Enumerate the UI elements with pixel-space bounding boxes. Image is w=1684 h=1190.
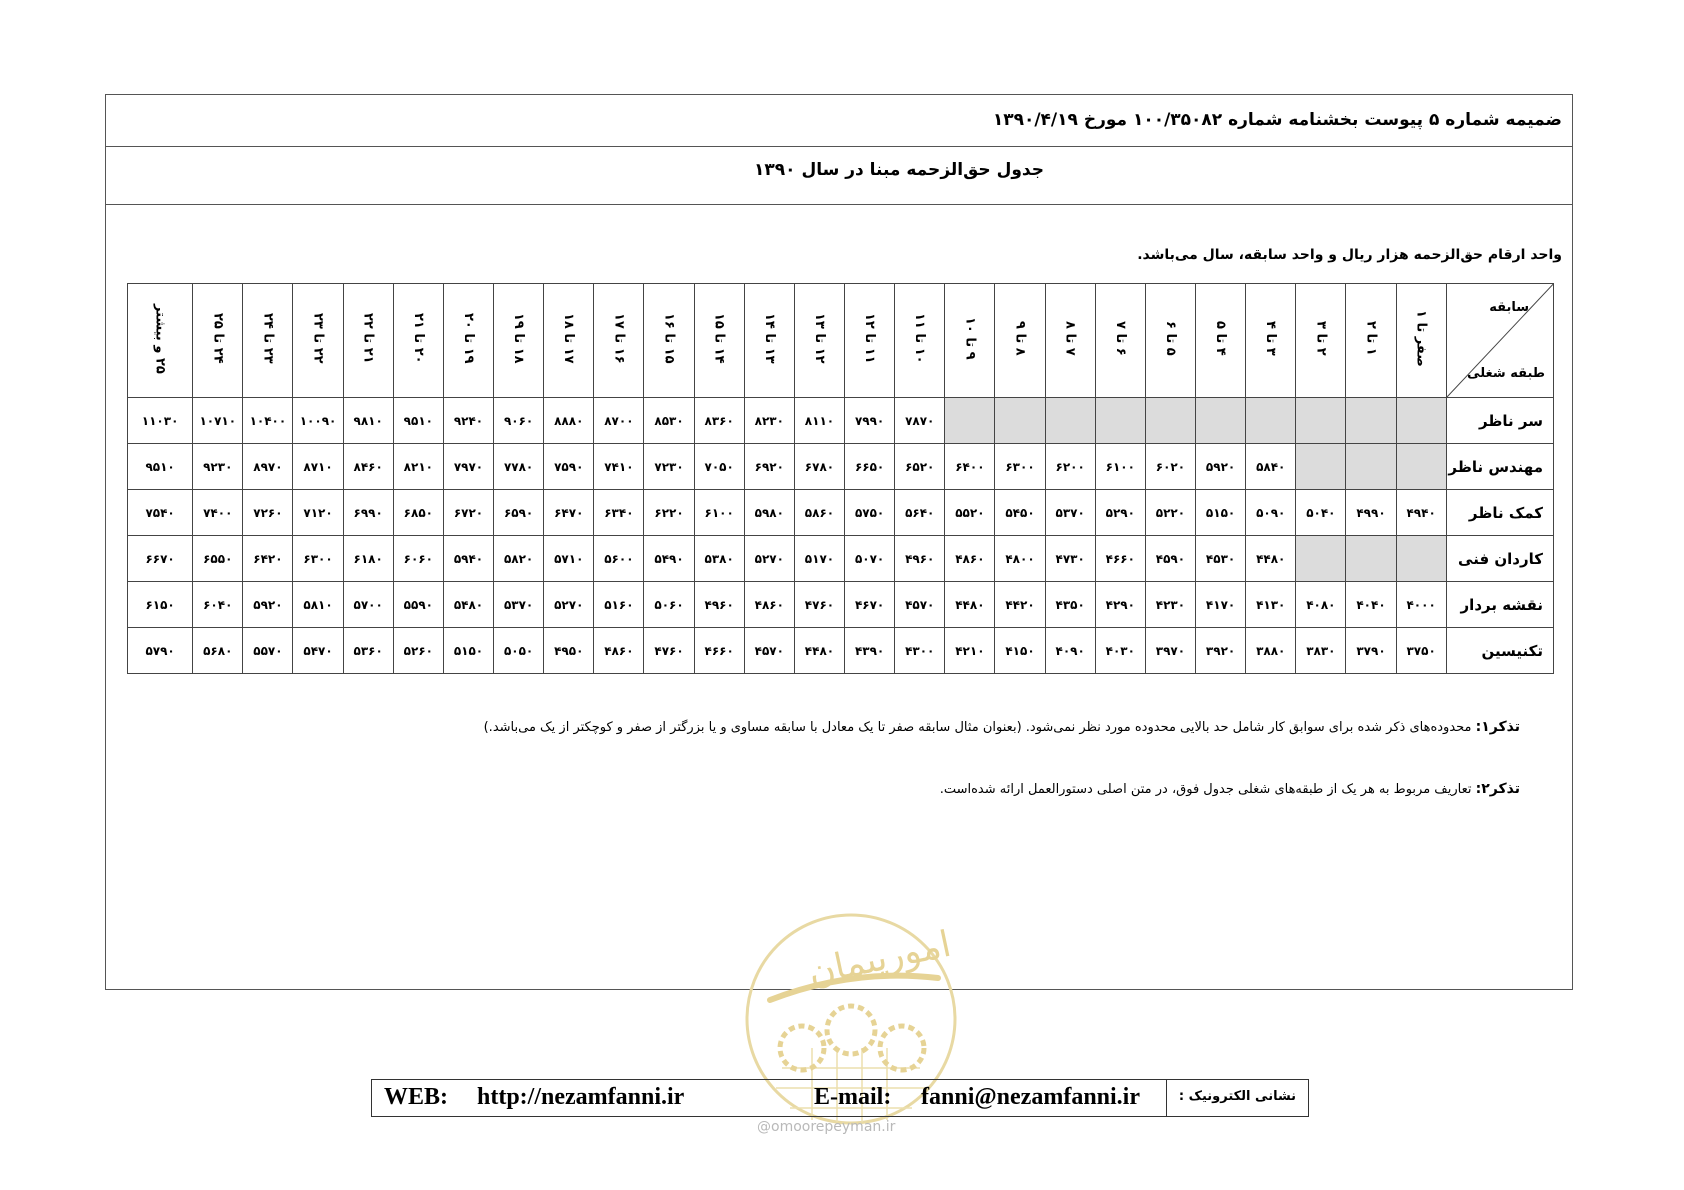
empty-cell (1346, 398, 1396, 444)
empty-cell (1045, 398, 1095, 444)
table-row (128, 490, 1554, 536)
experience-range-label: ۱ تا ۲ (1363, 321, 1379, 356)
fee-cell: ۷۵۴۰ (128, 490, 193, 536)
fee-cell: ۴۱۷۰ (1196, 582, 1246, 628)
fee-cell: ۵۰۵۰ (494, 628, 544, 674)
fee-cell: ۶۱۰۰ (1095, 444, 1145, 490)
fee-cell: ۵۳۷۰ (1045, 490, 1095, 536)
fee-cell: ۹۲۳۰ (193, 444, 243, 490)
experience-range-header (494, 284, 544, 398)
fee-cell: ۵۱۷۰ (794, 536, 844, 582)
table-row (128, 444, 1554, 490)
empty-cell (1145, 398, 1195, 444)
fee-cell: ۷۴۱۰ (594, 444, 644, 490)
fee-cell: ۵۴۷۰ (293, 628, 343, 674)
fee-cell: ۴۰۳۰ (1095, 628, 1145, 674)
fee-cell: ۸۲۱۰ (393, 444, 443, 490)
fee-cell: ۳۸۸۰ (1246, 628, 1296, 674)
fee-cell: ۶۶۷۰ (128, 536, 193, 582)
fee-cell: ۵۲۲۰ (1145, 490, 1195, 536)
table-row (128, 582, 1554, 628)
fee-cell: ۵۶۸۰ (193, 628, 243, 674)
fee-cell: ۷۲۳۰ (644, 444, 694, 490)
experience-range-label: ۷ تا ۸ (1062, 321, 1078, 356)
empty-cell (1396, 398, 1446, 444)
fee-cell: ۷۴۰۰ (193, 490, 243, 536)
empty-cell (1296, 536, 1346, 582)
fee-cell: ۶۵۲۰ (895, 444, 945, 490)
experience-range-header (128, 284, 193, 398)
fee-cell: ۶۶۵۰ (845, 444, 895, 490)
experience-range-header (1296, 284, 1346, 398)
empty-cell (1346, 536, 1396, 582)
fee-cell: ۵۰۴۰ (1296, 490, 1346, 536)
fee-cell: ۵۳۶۰ (343, 628, 393, 674)
fee-cell: ۵۰۹۰ (1246, 490, 1296, 536)
experience-range-label: ۱۲ تا ۱۳ (811, 313, 827, 364)
fee-cell: ۴۵۹۰ (1145, 536, 1195, 582)
fee-cell: ۷۰۵۰ (694, 444, 744, 490)
fee-cell: ۹۵۱۰ (128, 444, 193, 490)
fee-cell: ۹۵۱۰ (393, 398, 443, 444)
fee-cell: ۴۹۹۰ (1346, 490, 1396, 536)
fee-cell: ۴۷۶۰ (794, 582, 844, 628)
fee-cell: ۴۸۰۰ (995, 536, 1045, 582)
empty-cell (1095, 398, 1145, 444)
fee-cell: ۶۸۵۰ (393, 490, 443, 536)
experience-header-label: سابقه (1489, 300, 1529, 315)
fee-cell: ۴۸۶۰ (744, 582, 794, 628)
fee-cell: ۵۱۵۰ (1196, 490, 1246, 536)
experience-range-header (945, 284, 995, 398)
fee-cell: ۷۷۸۰ (494, 444, 544, 490)
experience-range-header (1246, 284, 1296, 398)
experience-range-label: ۱۵ تا ۱۶ (661, 313, 677, 364)
experience-range-header (293, 284, 343, 398)
experience-range-header (443, 284, 493, 398)
experience-range-label: ۹ تا ۱۰ (962, 317, 978, 360)
fee-cell: ۴۰۰۰ (1396, 582, 1446, 628)
contact-box (371, 1079, 1309, 1117)
note-1-text: محدوده‌های ذکر شده برای سوابق کار شامل حد بالایی محدوده مورد نظر نمی‌شود. (بعنوان مثال سابقه صفر تا یک معادل با سابقه مساوی و یا بزرگتر از صفر و کوچکتر از یک می‌باشد.) (483, 720, 1476, 735)
fee-cell: ۶۹۹۰ (343, 490, 393, 536)
fee-cell: ۷۹۹۰ (845, 398, 895, 444)
fee-cell: ۱۰۴۰۰ (243, 398, 293, 444)
empty-cell (1396, 536, 1446, 582)
fee-cell: ۳۷۹۰ (1346, 628, 1396, 674)
fee-cell: ۸۹۷۰ (243, 444, 293, 490)
fee-cell: ۴۷۶۰ (644, 628, 694, 674)
experience-range-header (193, 284, 243, 398)
fee-cell: ۵۵۹۰ (393, 582, 443, 628)
experience-range-header (744, 284, 794, 398)
fee-cell: ۵۲۹۰ (1095, 490, 1145, 536)
fee-cell: ۴۹۵۰ (544, 628, 594, 674)
table-row (128, 536, 1554, 582)
empty-cell (1346, 444, 1396, 490)
note-1-label: تذکر۱: (1475, 719, 1520, 735)
fee-cell: ۴۷۳۰ (1045, 536, 1095, 582)
fee-cell: ۵۰۶۰ (644, 582, 694, 628)
fee-cell: ۵۰۷۰ (845, 536, 895, 582)
fee-cell: ۸۷۱۰ (293, 444, 343, 490)
fee-cell: ۴۵۷۰ (895, 582, 945, 628)
footer-watermark-text: @omoorepeyman.ir (757, 1119, 896, 1135)
experience-range-header (995, 284, 1045, 398)
fee-cell: ۴۰۸۰ (1296, 582, 1346, 628)
fee-cell: ۱۱۰۳۰ (128, 398, 193, 444)
fee-cell: ۴۴۸۰ (1246, 536, 1296, 582)
fee-cell: ۶۴۰۰ (945, 444, 995, 490)
fee-cell: ۶۵۹۰ (494, 490, 544, 536)
experience-range-header (343, 284, 393, 398)
fee-cell: ۴۸۶۰ (945, 536, 995, 582)
fee-cell: ۵۷۵۰ (845, 490, 895, 536)
fee-cell: ۷۲۶۰ (243, 490, 293, 536)
fee-cell: ۶۷۸۰ (794, 444, 844, 490)
experience-range-label: صفر تا ۱ (1413, 310, 1429, 367)
fee-cell: ۴۸۶۰ (594, 628, 644, 674)
fee-cell: ۱۰۰۹۰ (293, 398, 343, 444)
empty-cell (1196, 398, 1246, 444)
fee-cell: ۵۲۷۰ (544, 582, 594, 628)
experience-range-label: ۲ تا ۳ (1313, 321, 1329, 356)
experience-range-header (1045, 284, 1095, 398)
experience-range-label: ۲۳ تا ۲۴ (260, 313, 276, 364)
fee-cell: ۳۹۲۰ (1196, 628, 1246, 674)
unit-note: واحد ارقام حق‌الزحمه هزار ریال و واحد سابقه، سال می‌باشد. (1137, 247, 1562, 263)
fee-cell: ۵۱۵۰ (443, 628, 493, 674)
email-link[interactable]: fanni@nezamfanni.ir (921, 1084, 1140, 1110)
fee-cell: ۶۱۰۰ (694, 490, 744, 536)
fee-cell: ۴۴۸۰ (794, 628, 844, 674)
experience-range-header (243, 284, 293, 398)
fee-cell: ۴۵۳۰ (1196, 536, 1246, 582)
experience-range-header (694, 284, 744, 398)
fee-cell: ۵۸۱۰ (293, 582, 343, 628)
fee-cell: ۵۶۰۰ (594, 536, 644, 582)
document-header-title: ضمیمه شماره ۵ پیوست بخشنامه شماره ۱۰۰/۳۵۰۸۲ مورخ ۱۳۹۰/۴/۱۹ (106, 95, 1572, 147)
experience-range-label: ۵ تا ۶ (1162, 321, 1178, 356)
empty-cell (1296, 444, 1346, 490)
experience-range-header (1396, 284, 1446, 398)
fee-cell: ۴۲۳۰ (1145, 582, 1195, 628)
experience-range-header (644, 284, 694, 398)
email-label: E-mail: (814, 1084, 892, 1110)
fee-cell: ۵۶۴۰ (895, 490, 945, 536)
experience-range-label: ۱۰ تا ۱۱ (912, 313, 928, 364)
fee-cell: ۵۹۲۰ (243, 582, 293, 628)
job-class-label: کمک ناظر (1446, 490, 1553, 536)
experience-range-header (393, 284, 443, 398)
fee-cell: ۵۵۲۰ (945, 490, 995, 536)
experience-range-label: ۴ تا ۵ (1213, 321, 1229, 356)
note-1 (484, 719, 1520, 735)
fee-cell: ۶۰۲۰ (1145, 444, 1195, 490)
fee-cell: ۵۷۱۰ (544, 536, 594, 582)
fee-cell: ۶۰۴۰ (193, 582, 243, 628)
experience-range-label: ۱۱ تا ۱۲ (862, 313, 878, 364)
job-class-header-label: طبقه شغلی (1467, 366, 1545, 381)
fee-cell: ۴۶۶۰ (694, 628, 744, 674)
job-class-label: نقشه بردار (1446, 582, 1553, 628)
fee-cell: ۴۴۸۰ (945, 582, 995, 628)
table-header-row (128, 284, 1554, 398)
fee-cell: ۷۵۹۰ (544, 444, 594, 490)
fee-cell: ۵۹۴۰ (443, 536, 493, 582)
fee-cell: ۹۸۱۰ (343, 398, 393, 444)
fee-cell: ۵۷۹۰ (128, 628, 193, 674)
fee-cell: ۶۲۰۰ (1045, 444, 1095, 490)
empty-cell (945, 398, 995, 444)
fee-cell: ۴۲۱۰ (945, 628, 995, 674)
experience-range-label: ۳ تا ۴ (1263, 321, 1279, 356)
fee-cell: ۵۴۹۰ (644, 536, 694, 582)
fee-cell: ۶۱۸۰ (343, 536, 393, 582)
job-class-label: کاردان فنی (1446, 536, 1553, 582)
fee-cell: ۶۵۵۰ (193, 536, 243, 582)
fee-cell: ۵۳۷۰ (494, 582, 544, 628)
empty-cell (1296, 398, 1346, 444)
note-2 (940, 781, 1520, 797)
fee-cell: ۸۱۱۰ (794, 398, 844, 444)
fee-cell: ۴۹۶۰ (694, 582, 744, 628)
table-title: جدول حق‌الزحمه مبنا در سال ۱۳۹۰ (106, 147, 1572, 205)
fee-rates-table (127, 283, 1554, 674)
fee-cell: ۸۴۶۰ (343, 444, 393, 490)
fee-cell: ۵۷۰۰ (343, 582, 393, 628)
fee-cell: ۳۸۳۰ (1296, 628, 1346, 674)
fee-cell: ۴۳۵۰ (1045, 582, 1095, 628)
fee-cell: ۴۳۹۰ (845, 628, 895, 674)
fee-cell: ۸۵۳۰ (644, 398, 694, 444)
fee-cell: ۴۲۹۰ (1095, 582, 1145, 628)
fee-cell: ۵۱۶۰ (594, 582, 644, 628)
fee-cell: ۷۸۷۰ (895, 398, 945, 444)
fee-cell: ۵۳۸۰ (694, 536, 744, 582)
fee-cell: ۶۲۲۰ (644, 490, 694, 536)
fee-cell: ۵۵۷۰ (243, 628, 293, 674)
fee-cell: ۴۱۵۰ (995, 628, 1045, 674)
fee-cell: ۶۴۷۰ (544, 490, 594, 536)
job-class-label: تکنیسین (1446, 628, 1553, 674)
fee-cell: ۴۰۹۰ (1045, 628, 1095, 674)
experience-range-label: ۲۱ تا ۲۲ (360, 313, 376, 364)
fee-cell: ۵۴۸۰ (443, 582, 493, 628)
web-url-link[interactable]: http://nezamfanni.ir (477, 1084, 685, 1110)
fee-cell: ۵۸۴۰ (1246, 444, 1296, 490)
fee-cell: ۳۷۵۰ (1396, 628, 1446, 674)
experience-range-label: ۲۰ تا ۲۱ (410, 313, 426, 364)
fee-cell: ۹۰۶۰ (494, 398, 544, 444)
fee-cell: ۵۸۶۰ (794, 490, 844, 536)
empty-cell (1246, 398, 1296, 444)
fee-cell: ۷۹۷۰ (443, 444, 493, 490)
empty-cell (1396, 444, 1446, 490)
fee-cell: ۸۳۶۰ (694, 398, 744, 444)
fee-cell: ۶۳۰۰ (995, 444, 1045, 490)
experience-range-label: ۱۸ تا ۱۹ (511, 313, 527, 364)
note-2-text: تعاریف مربوط به هر یک از طبقه‌های شغلی جدول فوق، در متن اصلی دستورالعمل ارائه شده‌است. (939, 782, 1476, 797)
experience-range-header (895, 284, 945, 398)
experience-range-header (544, 284, 594, 398)
fee-cell: ۵۸۲۰ (494, 536, 544, 582)
watermark-text: امورپیمان (804, 923, 955, 994)
fee-cell: ۵۲۶۰ (393, 628, 443, 674)
fee-cell: ۴۹۶۰ (895, 536, 945, 582)
fee-cell: ۶۰۶۰ (393, 536, 443, 582)
experience-range-label: ۱۶ تا ۱۷ (611, 313, 627, 364)
fee-cell: ۹۲۴۰ (443, 398, 493, 444)
fee-cell: ۴۶۷۰ (845, 582, 895, 628)
fee-cell: ۸۸۸۰ (544, 398, 594, 444)
experience-range-label: ۶ تا ۷ (1112, 321, 1128, 356)
experience-range-label: ۱۷ تا ۱۸ (561, 313, 577, 364)
fee-cell: ۳۹۷۰ (1145, 628, 1195, 674)
fee-cell: ۸۲۳۰ (744, 398, 794, 444)
experience-range-header (1346, 284, 1396, 398)
experience-range-header (594, 284, 644, 398)
fee-cell: ۵۲۷۰ (744, 536, 794, 582)
experience-range-label: ۲۵ و بیشتر (152, 303, 168, 374)
experience-range-label: ۱۹ تا ۲۰ (460, 313, 476, 364)
fee-cell: ۶۳۴۰ (594, 490, 644, 536)
experience-range-header (845, 284, 895, 398)
fee-cell: ۴۵۷۰ (744, 628, 794, 674)
fee-cell: ۶۳۰۰ (293, 536, 343, 582)
experience-range-label: ۲۴ تا ۲۵ (210, 313, 226, 364)
fee-cell: ۶۱۵۰ (128, 582, 193, 628)
fee-cell: ۵۴۵۰ (995, 490, 1045, 536)
fee-cell: ۴۹۴۰ (1396, 490, 1446, 536)
fee-cell: ۴۰۴۰ (1346, 582, 1396, 628)
job-class-label: سر ناظر (1446, 398, 1553, 444)
experience-range-label: ۸ تا ۹ (1012, 321, 1028, 356)
experience-range-header (1196, 284, 1246, 398)
experience-range-label: ۱۳ تا ۱۴ (761, 313, 777, 364)
fee-cell: ۵۹۲۰ (1196, 444, 1246, 490)
experience-range-label: ۲۲ تا ۲۳ (310, 313, 326, 364)
experience-range-header (794, 284, 844, 398)
experience-range-header (1095, 284, 1145, 398)
fee-cell: ۸۷۰۰ (594, 398, 644, 444)
document-frame (105, 94, 1573, 990)
fee-cell: ۴۴۲۰ (995, 582, 1045, 628)
corner-header-cell (1446, 284, 1553, 398)
table-row (128, 628, 1554, 674)
fee-cell: ۴۱۳۰ (1246, 582, 1296, 628)
web-label: WEB: (384, 1084, 449, 1110)
table-row (128, 398, 1554, 444)
fee-cell: ۶۴۲۰ (243, 536, 293, 582)
fee-cell: ۵۹۸۰ (744, 490, 794, 536)
fee-cell: ۱۰۷۱۰ (193, 398, 243, 444)
job-class-label: مهندس ناظر (1446, 444, 1553, 490)
fee-cell: ۶۷۲۰ (443, 490, 493, 536)
fee-cell: ۴۶۶۰ (1095, 536, 1145, 582)
fee-cell: ۷۱۲۰ (293, 490, 343, 536)
experience-range-header (1145, 284, 1195, 398)
fee-cell: ۴۳۰۰ (895, 628, 945, 674)
empty-cell (995, 398, 1045, 444)
experience-range-label: ۱۴ تا ۱۵ (711, 313, 727, 364)
fee-cell: ۶۹۲۰ (744, 444, 794, 490)
contact-label: نشانی الکترونیک : (1166, 1080, 1308, 1116)
note-2-label: تذکر۲: (1475, 781, 1520, 797)
